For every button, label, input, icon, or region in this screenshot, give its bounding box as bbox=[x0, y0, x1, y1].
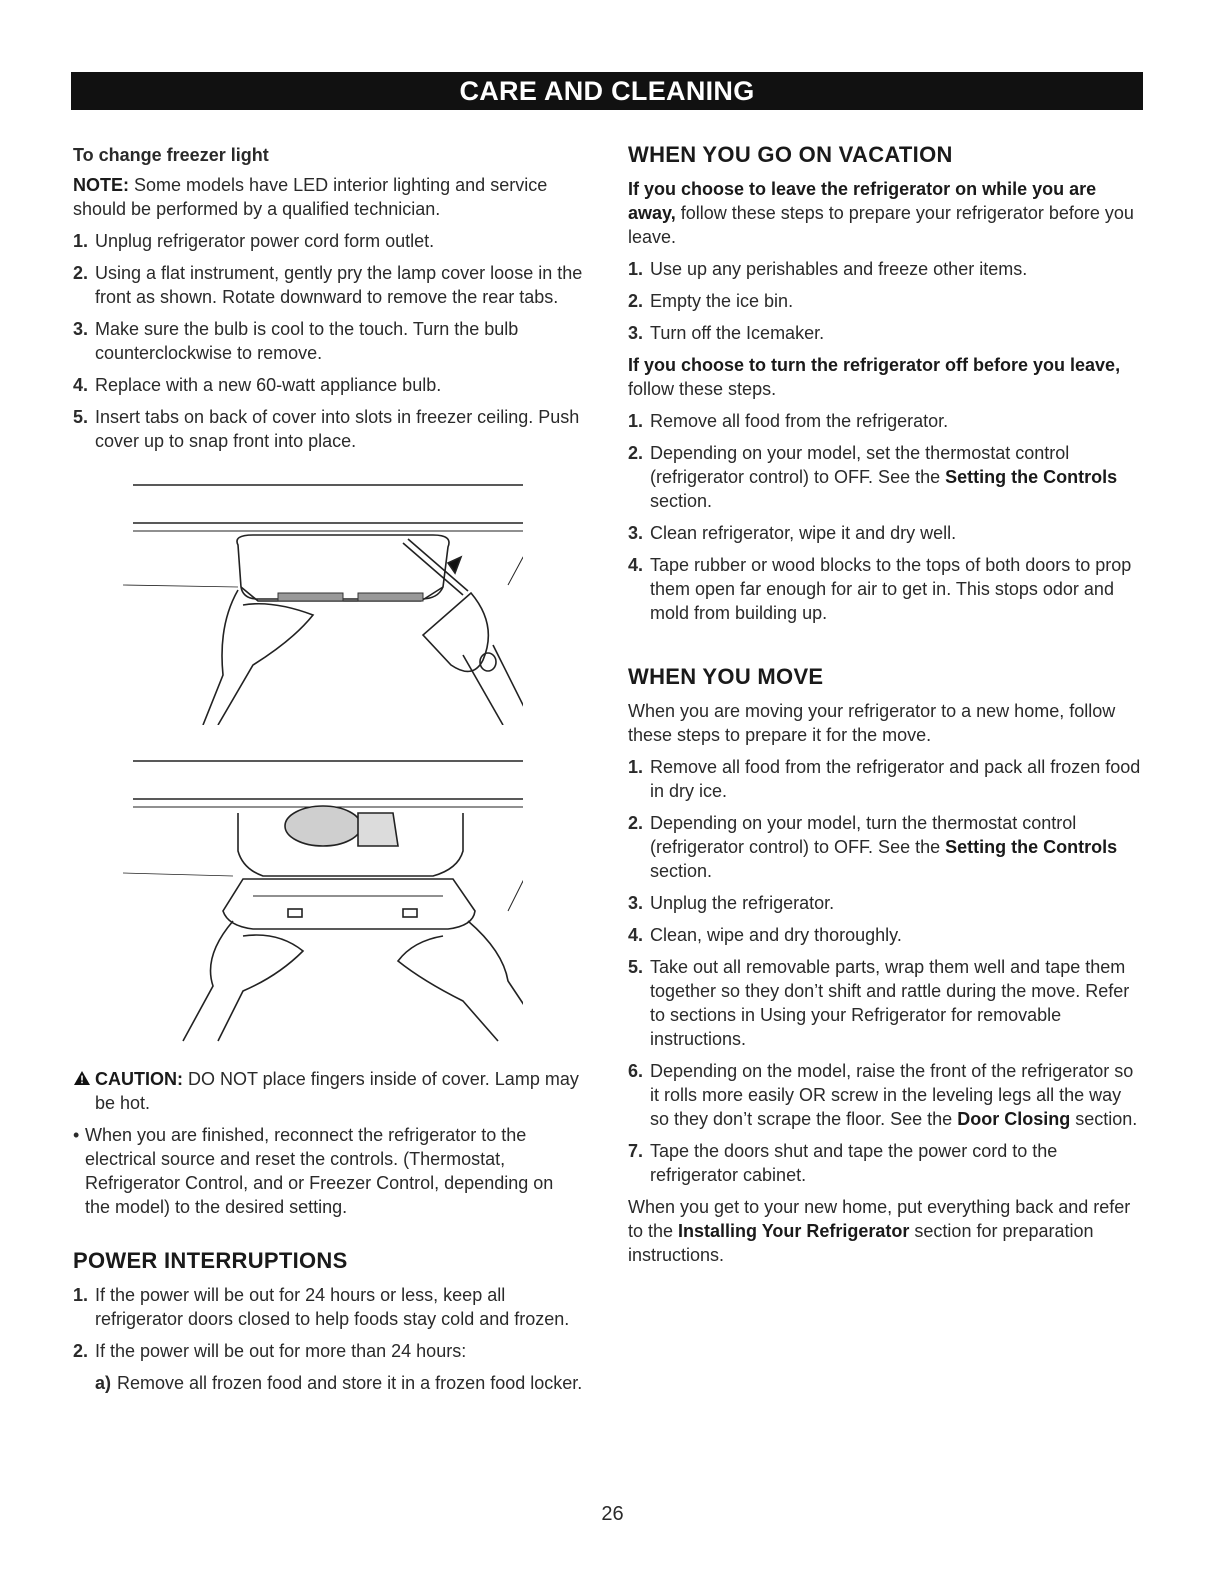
step-text: section. bbox=[650, 491, 713, 511]
bullet-text: When you are finished, reconnect the refrigerator to the electrical source and reset the controls. (Thermostat, Refrigerator Control, and or Freezer Control, depending on the model) to the desired setting. bbox=[85, 1125, 554, 1217]
step-text: Replace with a new 60-watt appliance bulb. bbox=[95, 375, 442, 395]
step-number: 1. bbox=[628, 259, 644, 279]
vacation-intro-off bbox=[628, 353, 1143, 401]
list-item bbox=[73, 1339, 583, 1363]
step-text: Tape the doors shut and tape the power cord to the refrigerator cabinet. bbox=[650, 1141, 1058, 1185]
page-number: 26 bbox=[601, 1503, 624, 1525]
step-number: 5. bbox=[628, 957, 644, 977]
step-number: 1. bbox=[628, 411, 644, 431]
step-number: 5. bbox=[73, 407, 89, 427]
power-steps bbox=[73, 1283, 583, 1363]
step-number: 6. bbox=[628, 1061, 644, 1081]
step-number: 1. bbox=[73, 231, 89, 251]
installing-refrigerator-reference: Installing Your Refrigerator bbox=[678, 1221, 910, 1241]
bulb-replacement-illustration bbox=[103, 751, 523, 1051]
list-item bbox=[628, 441, 1143, 513]
step-text: Depending on the model, raise the front of the refrigerator so it rolls more easily OR screw in the leveling legs all the way so they don’t scrape the floor. See the bbox=[650, 1061, 1134, 1129]
step-number: 3. bbox=[73, 319, 89, 339]
list-item bbox=[628, 923, 1143, 947]
caution-notice bbox=[73, 1067, 583, 1115]
outro-text: section for preparation instructions. bbox=[628, 1221, 1094, 1265]
step-number: 2. bbox=[73, 1341, 89, 1361]
step-text: Remove all food from the refrigerator. bbox=[650, 411, 949, 431]
door-closing-reference: Door Closing bbox=[957, 1109, 1071, 1129]
step-text: Depending on your model, set the thermostat control (refrigerator control) to OFF. See the bbox=[650, 443, 1070, 487]
list-item bbox=[628, 811, 1143, 883]
vacation-intro-on-bold: If you choose to leave the refrigerator on while you are away, bbox=[628, 179, 1097, 223]
reconnect-bullet bbox=[73, 1123, 583, 1219]
step-text: Empty the ice bin. bbox=[650, 291, 794, 311]
caution-text: DO NOT place fingers inside of cover. Lamp may be hot. bbox=[95, 1069, 579, 1113]
vacation-intro-off-bold: If you choose to turn the refrigerator off before you leave, bbox=[628, 355, 1121, 375]
left-column bbox=[73, 143, 583, 1395]
step-number: 7. bbox=[628, 1141, 644, 1161]
step-text: Unplug the refrigerator. bbox=[650, 893, 835, 913]
vacation-off-steps bbox=[628, 409, 1143, 625]
setting-controls-reference: Setting the Controls bbox=[945, 467, 1118, 487]
list-item bbox=[628, 1139, 1143, 1187]
step-number: 2. bbox=[628, 291, 644, 311]
move-steps bbox=[628, 755, 1143, 1187]
step-text: section. bbox=[1070, 1109, 1138, 1129]
outro-text: When you get to your new home, put everything back and refer to the bbox=[628, 1197, 1131, 1241]
step-number: 1. bbox=[73, 1285, 89, 1305]
step-number: 3. bbox=[628, 523, 644, 543]
step-number: 2. bbox=[628, 443, 644, 463]
list-item bbox=[628, 521, 1143, 545]
list-item bbox=[628, 289, 1143, 313]
list-item bbox=[73, 1283, 583, 1331]
section-banner: CARE AND CLEANING bbox=[71, 72, 1143, 110]
step-text: Make sure the bulb is cool to the touch. Turn the bulb counterclockwise to remove. bbox=[95, 319, 519, 363]
step-number: 4. bbox=[73, 375, 89, 395]
note-paragraph bbox=[73, 173, 583, 221]
list-item bbox=[628, 891, 1143, 915]
step-text: Turn off the Icemaker. bbox=[650, 323, 825, 343]
bullet-icon: • bbox=[73, 1125, 80, 1145]
step-number: 1. bbox=[628, 757, 644, 777]
note-label: NOTE: bbox=[73, 175, 129, 195]
freezer-light-steps bbox=[73, 229, 583, 453]
vacation-intro-off-text: follow these steps. bbox=[628, 379, 777, 399]
list-item bbox=[73, 261, 583, 309]
move-outro bbox=[628, 1195, 1143, 1267]
step-text: Tape rubber or wood blocks to the tops of both doors to prop them open far enough for air to get in. This stops odor and mold from building up. bbox=[650, 555, 1132, 623]
step-text: section. bbox=[650, 861, 713, 881]
move-heading: WHEN YOU MOVE bbox=[628, 664, 824, 689]
step-text: Insert tabs on back of cover into slots in freezer ceiling. Push cover up to snap front into place. bbox=[95, 407, 580, 451]
vacation-intro-on-text: follow these steps to prepare your refrigerator before you leave. bbox=[628, 203, 1134, 247]
step-text: If the power will be out for more than 24 hours: bbox=[95, 1341, 467, 1361]
move-intro: When you are moving your refrigerator to a new home, follow these steps to prepare it for the move. bbox=[628, 701, 1116, 745]
list-item bbox=[73, 405, 583, 453]
step-number: 2. bbox=[73, 263, 89, 283]
step-number: a) bbox=[95, 1373, 112, 1393]
step-text: Using a flat instrument, gently pry the lamp cover loose in the front as shown. Rotate downward to remove the rear tabs. bbox=[95, 263, 583, 307]
step-text: Clean, wipe and dry thoroughly. bbox=[650, 925, 902, 945]
vacation-intro-on bbox=[628, 177, 1143, 249]
power-interruptions-heading: POWER INTERRUPTIONS bbox=[73, 1248, 348, 1273]
step-text: Clean refrigerator, wipe it and dry well. bbox=[650, 523, 957, 543]
vacation-heading: WHEN YOU GO ON VACATION bbox=[628, 142, 953, 167]
list-item bbox=[628, 257, 1143, 281]
right-column bbox=[628, 143, 1143, 1275]
list-item bbox=[628, 755, 1143, 803]
list-item bbox=[73, 373, 583, 397]
list-item bbox=[628, 553, 1143, 625]
step-text: Take out all removable parts, wrap them well and tape them together so they don’t shift and rattle during the move. Refer to sections in Using your Refrigerator for removable instructions. bbox=[650, 957, 1130, 1049]
warning-triangle-icon bbox=[73, 1070, 91, 1086]
step-number: 3. bbox=[628, 323, 644, 343]
note-text: Some models have LED interior lighting and service should be performed by a qualified technician. bbox=[73, 175, 548, 219]
step-text: Unplug refrigerator power cord form outlet. bbox=[95, 231, 435, 251]
step-text: Remove all frozen food and store it in a frozen food locker. bbox=[117, 1373, 583, 1393]
setting-controls-reference: Setting the Controls bbox=[945, 837, 1118, 857]
step-text: If the power will be out for 24 hours or less, keep all refrigerator doors closed to help foods stay cold and frozen. bbox=[95, 1285, 570, 1329]
step-number: 4. bbox=[628, 555, 644, 575]
list-item bbox=[73, 317, 583, 365]
lamp-cover-removal-illustration bbox=[103, 475, 523, 725]
list-item bbox=[628, 409, 1143, 433]
list-item bbox=[73, 229, 583, 253]
vacation-on-steps bbox=[628, 257, 1143, 345]
list-item bbox=[95, 1371, 583, 1395]
list-item bbox=[628, 1059, 1143, 1131]
step-text: Depending on your model, turn the thermostat control (refrigerator control) to OFF. See the bbox=[650, 813, 1077, 857]
step-text: Remove all food from the refrigerator and pack all frozen food in dry ice. bbox=[650, 757, 1141, 801]
caution-label: CAUTION: bbox=[95, 1069, 183, 1089]
step-number: 2. bbox=[628, 813, 644, 833]
step-number: 3. bbox=[628, 893, 644, 913]
step-text: Use up any perishables and freeze other items. bbox=[650, 259, 1028, 279]
list-item bbox=[628, 321, 1143, 345]
power-sub-steps bbox=[95, 1371, 583, 1395]
step-number: 4. bbox=[628, 925, 644, 945]
list-item bbox=[628, 955, 1143, 1051]
freezer-light-heading: To change freezer light bbox=[73, 145, 269, 165]
